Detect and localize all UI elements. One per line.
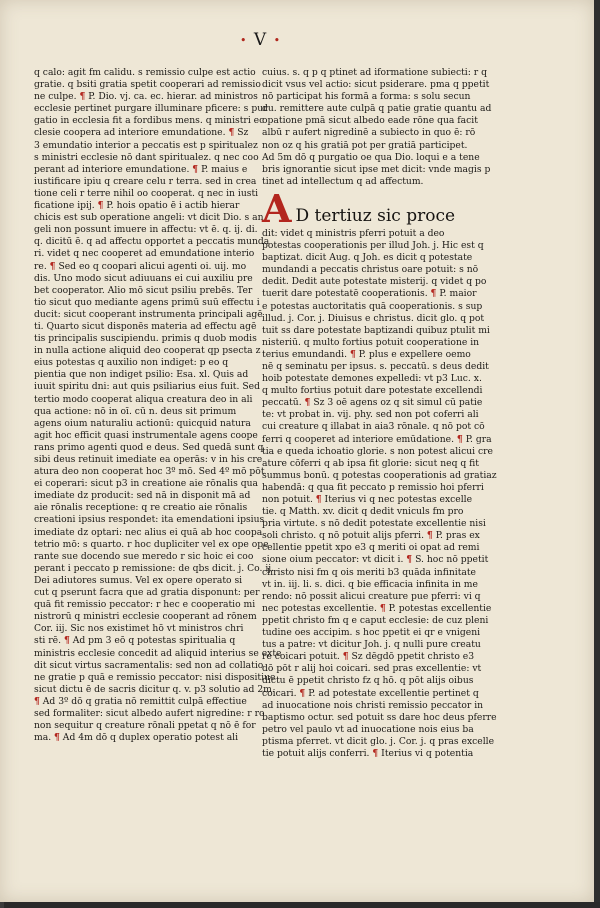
text-line: tinet ad intellectum q ad affectum. [262, 175, 424, 187]
paragraph-mark-icon: ¶ [372, 747, 379, 759]
text-line: ducit: sicut cooperant instrumenta principali agē [34, 308, 263, 320]
page-edge-shadow [594, 0, 600, 908]
text-line: illud. j. Cor. j. Diuisus e christus. dicit glo. q pot [262, 312, 485, 324]
text-line: qua actione: nō in oī. cū n. deus sit primum [34, 405, 237, 417]
text-line: dictu ē ppetit christo fz q hō. q pōt alijs oibus [262, 675, 474, 687]
paragraph-mark-icon: ¶ [342, 651, 349, 663]
text-line: ri. videt q nec cooperet ad emundatione interio [34, 248, 255, 260]
paragraph-mark-icon: ¶ [456, 433, 463, 445]
heading-text: D tertiuz sic proce [295, 205, 456, 226]
text-line: sed formaliter: sicut albedo aufert nigredine: r ro [34, 707, 265, 719]
page-bottom-shadow [4, 902, 600, 908]
text-line: imediate dz producit: sed nā in disponit mā ad [34, 490, 251, 502]
text-line: ti. Quarto sicut disponēs materia ad effectu agē [34, 320, 257, 332]
text-line: 3 emundatio interior a peccatis est p spiritualez [34, 139, 258, 151]
text-line: pria virtute. s nō dedit potestate excellentie nisi [262, 518, 486, 530]
text-line: non potuit. ¶ Iterius vi q nec potestas excelle [262, 494, 473, 505]
paragraph-mark-icon: ¶ [426, 530, 433, 542]
text-line: rante sue docendo sue meredo r sic hoic ei coo [34, 550, 254, 562]
text-line: cui creature q illabat in aia3 rōnale. q nō pot cō [262, 421, 485, 433]
text-line: dō pōt r alij hoi coicari. sed pras excellentie: vt [262, 663, 482, 675]
text-line: tetrio mō: s quarto. r hoc dupliciter vel ex ope ope [34, 538, 269, 550]
text-line: ma. ¶ Ad 4m dō q duplex operatio potest ali [34, 732, 239, 744]
text-line: sicut dictu ē de sacris dicitur q. v. p3 solutio ad 2m. [34, 683, 275, 695]
left-text-column [34, 67, 282, 744]
text-line: aie rōnalis receptione: q re creatio aie rōnalis [34, 502, 248, 514]
text-line: quā fit remissio peccator: r hec e cooperatio mi [34, 599, 256, 611]
text-line: tione celi r terre nihil oo cooperat. q nec in iusti [34, 187, 259, 199]
text-line: re coicari potuit. ¶ Sz dēgdō ppetit christo e3 [262, 651, 475, 663]
text-line: q calo: agit fm calidu. s remissio culpe est actio [34, 67, 256, 78]
paragraph-mark-icon: ¶ [63, 635, 70, 647]
signature-letter: V [253, 30, 268, 50]
text-line: nō participat his formā a forma: s solu secun [262, 91, 471, 103]
text-line: cuius. s. q p q ptinet ad iformatione subiecti: r q [262, 67, 487, 78]
text-line: ecclesie pertinet purgare illuminare pficere: s pur [34, 103, 268, 115]
text-line: in nulla actione aliquid deo cooperat qp psecta z [34, 345, 261, 357]
text-line: Ad 5m dō q purgatio oe qua Dio. loqui e a tene [262, 151, 480, 163]
text-line: re. ¶ Sed eo q coopari alicui agenti oi. uij. mo [34, 260, 247, 272]
right-text-column [262, 67, 497, 760]
section-heading [262, 185, 488, 231]
text-line: perant ad interiore emundatione. ¶ P. maius e [34, 163, 248, 175]
text-line: ministris ecclesie concedit ad aliquid interius se exte [34, 647, 282, 659]
text-line: non sequitur q creature rōnali ppetat q nō ē for [34, 720, 256, 732]
text-line: dedit. Dedit aute potestate misterij. q videt q po [262, 276, 487, 288]
paragraph-mark-icon: ¶ [379, 602, 386, 614]
text-line: dit: videt q ministris pferri potuit a deo [262, 227, 445, 239]
text-line: nec potestas excellentie. ¶ P. potestas excellentie [262, 602, 492, 614]
text-line: summus bonū. q potestas cooperationis ad gratiaz [262, 469, 497, 481]
text-line: baptismo octur. sed potuit ss dare hoc deus pferre [262, 711, 497, 723]
text-line: sti rē. ¶ Ad pm 3 eō q potestas spiritualia q [34, 635, 236, 647]
text-line: cut q pserunt facra que ad gratia disponunt: per [34, 587, 260, 599]
right-column-bottom-text [262, 227, 497, 760]
text-line: rans primo agenti quod e deus. Sed quedā sunt q [34, 441, 264, 453]
paragraph-mark-icon: ¶ [430, 288, 437, 300]
text-line: dicit vsus vel actio: sicut psiderare. pma q ppetit [262, 79, 490, 91]
text-line: dit sicut virtus sacramentalis: sed non ad collatio [34, 659, 264, 671]
text-line: nisteriū. q multo fortius potuit cooperatione in [262, 336, 480, 348]
text-line: opatione pmā sicut albedo eade rōne qua facit [262, 115, 478, 127]
text-line: terius emundandi. ¶ P. plus e expellere oemo [262, 348, 471, 360]
text-line: nē q seminatu per ipsus. s. peccatū. s deus dedit [262, 360, 489, 372]
text-line: ei coperari: sicut p3 in creatione aie rōnalis qua [34, 478, 259, 490]
paragraph-mark-icon: ¶ [49, 260, 56, 272]
text-line: coicari. ¶ P. ad potestate excellentie pertinet q [262, 687, 479, 699]
text-line: atura deo non cooperat hoc 3º mō. Sed 4º mō pōt [34, 466, 265, 478]
red-initial-letter: A [262, 185, 292, 231]
text-line: creationi ipsius respondet: ita emendationi ipsius [34, 514, 265, 526]
text-line: chicis est sub operatione angeli: vt dicit Dio. s an [34, 212, 264, 224]
text-line: peccatū. ¶ Sz 3 oē agens oz q sit simul cū patie [262, 397, 483, 409]
text-line: ne gratie p quā e remissio peccator: nisi dispositiue [34, 671, 276, 683]
text-line: tis principalis suscipiendu. primis q duob modis [34, 333, 257, 345]
text-line: geli non possunt imuere in affectu: vt ē. q. ij. di. [34, 224, 258, 236]
text-line: tia e queda ichoatio glorie. s non potest alicui cre [262, 445, 493, 457]
text-line: gatio in ecclesia fit a fordibus mens. q ministri ec [34, 115, 265, 127]
text-line: imediate dz optari: nec alius ei quā ab hoc coopa [34, 526, 263, 538]
text-line: du. remittere aute culpā q patie gratie quantu ad [262, 103, 492, 115]
text-line: non oz q his gratiā pot per gratiā participet. [262, 139, 468, 151]
text-line: sibi deus retinuit imediate ea operās: v in his cre [34, 454, 263, 465]
text-line: ficatione ipij. ¶ P. hois opatio ē i actib hierar [34, 200, 240, 212]
text-line: tie potuit alijs conferri. ¶ Iterius vi q potentia [262, 747, 474, 759]
paragraph-mark-icon: ¶ [54, 732, 60, 744]
signature-mark [240, 30, 281, 50]
text-line: rendo: nō possit alicui creature pue pferri: vi q [262, 590, 481, 602]
text-line: baptizat. dicit Aug. q Joh. es dicit q potestate [262, 252, 473, 264]
text-line: christo nisi fm q ois meriti b3 quāda infinitate [262, 566, 476, 578]
text-line: nistrorū q ministri ecclesie cooperant ad rōnem [34, 611, 257, 623]
paragraph-mark-icon: ¶ [315, 494, 322, 505]
text-line: ad inuocatione nois christi remissio peccator in [262, 699, 484, 711]
text-line: perant i peccato p remissione: de qbs dicit. j. Co. ij. [34, 562, 275, 574]
text-line: ¶ Ad 3º dō q gratia nō remittit culpā effectiue [34, 695, 247, 707]
text-line: tertio modo cooperat aliqua creatura deo in ali [34, 393, 253, 405]
paragraph-mark-icon: ¶ [97, 200, 104, 212]
text-line: soli christo. q nō potuit alijs pferri. ¶ P. pras ex [262, 530, 480, 542]
text-line: vt in. iij. li. s. dici. q bie efficacia infinita in me [262, 578, 478, 590]
text-line: s ministri ecclesie nō dant spiritualez. q nec coo [34, 151, 259, 163]
text-line: ptisma pferret. vt dicit glo. j. Cor. j. q pras excelle [262, 735, 495, 747]
text-line: te: vt probat in. vij. phy. sed non pot coferri ali [262, 409, 479, 421]
text-line: clesie coopera ad interiore emundatione. ¶ Sz [34, 127, 249, 139]
text-line: Dei adiutores sumus. Vel ex opere operato si [34, 574, 243, 586]
text-line: ppetit christo fm q e caput ecclesie: de cuz pleni [262, 614, 489, 626]
paragraph-mark-icon: ¶ [79, 91, 86, 103]
text-line: gratie. q bsiti gratia spetit cooperari ad remissio [34, 79, 261, 91]
text-line: albū r aufert nigredinē a subiecto in quo ē: rō [262, 127, 476, 139]
text-line: cellentie ppetit xpo e3 q meriti oi opat ad remi [262, 542, 480, 554]
text-line: iustificare ipiu q creare celu r terra. sed in crea [34, 175, 257, 187]
text-line: q multo fortius potuit dare potestate excellendi [262, 385, 483, 397]
text-line: sione oium peccator: vt dicit i. ¶ S. hoc nō ppetit [262, 554, 489, 566]
text-line: tus a patre: vt dicitur Joh. j. q nulli pure creatu [262, 639, 481, 651]
text-line: bris ignorantie sicut ipse met dicit: vnde magis p [262, 163, 491, 175]
text-line: hoib potestate demones expelledi: vt p3 Luc. x. [262, 373, 482, 385]
paragraph-mark-icon: ¶ [349, 348, 356, 360]
paragraph-mark-icon: ¶ [299, 687, 306, 699]
paragraph-mark-icon: ¶ [34, 695, 40, 707]
paragraph-mark-icon: ¶ [406, 554, 413, 566]
text-line: ne culpe. ¶ P. Dio. vj. ca. ec. hierar. ad ministros [34, 91, 258, 103]
text-line: habendā: q qua fit peccato p remissio hoi pferri [262, 481, 484, 493]
text-line: agit hoc efficit quasi instrumentale agens coope [34, 429, 258, 441]
text-line: q. dicitū ē. q ad affectu opportet a peccatis munda [34, 236, 270, 248]
paragraph-mark-icon: ¶ [192, 163, 199, 175]
paragraph-mark-icon: ¶ [304, 397, 311, 409]
text-line: dis. Uno modo sicut adiuuans ei cui auxiliu pre [34, 272, 253, 284]
right-column-top-text [262, 67, 492, 188]
text-line: tuit ss dare potestate baptizandi quibuz ptulit mi [262, 324, 490, 336]
text-line: petro vel paulo vt ad inuocatione nois eius ba [262, 723, 474, 735]
text-line: ferri q cooperet ad interiore emūdatione. ¶ P. gra [262, 433, 492, 445]
text-line: agens oium naturaliu actionū: quicquid natura [34, 417, 251, 429]
text-line: tuerit dare potestatē cooperationis. ¶ P. maior [262, 288, 477, 300]
text-line: e potestas auctoritatis quā cooperationis. s sup [262, 300, 483, 312]
text-line: mundandi a peccatis christus oare potuit: s nō [262, 264, 479, 276]
signature-dot-left: • [240, 34, 248, 47]
text-line: Cor. iij. Sic nos existimet hō vt ministros chri [34, 623, 244, 635]
text-line: eius potestas q auxilio non indiget: p eo q [34, 357, 229, 369]
text-line: pientia que non indiget psilio: Esa. xl. Quis ad [34, 369, 249, 381]
text-line: iuuit spiritu dni: aut quis psiliarius eius fuit. Sed [34, 381, 260, 393]
signature-dot-right: • [273, 34, 282, 47]
text-line: tie. q Matth. xv. dicit q dedit vniculs fm pro [262, 506, 464, 518]
paragraph-mark-icon: ¶ [228, 127, 235, 139]
text-line: bet cooperator. Alio mō sicut psiliu prebēs. Ter [34, 284, 253, 296]
text-line: tio sicut quo mediante agens primū suū effectu i [34, 296, 260, 308]
text-line: tudine oes accipim. s hoc ppetit ei qr e vnigeni [262, 627, 481, 639]
text-line: ature cōferri q ab ipsa fit glorie: sicut neq q fit [262, 457, 479, 469]
text-line: potestas cooperationis per illud Joh. j. Hic est q [262, 240, 484, 252]
